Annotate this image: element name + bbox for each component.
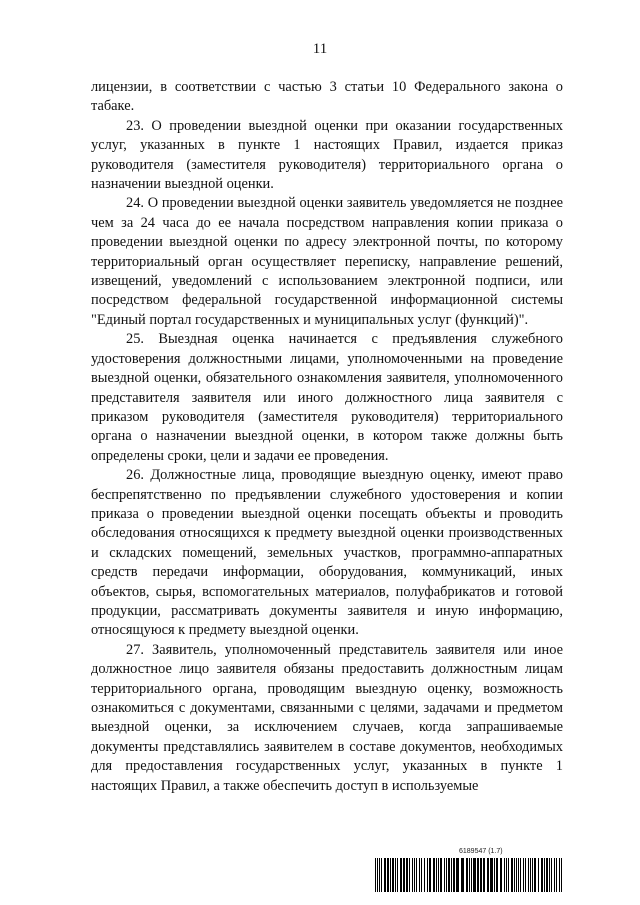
paragraph-24: 24. О проведении выездной оценки заявитель уведомляется не позднее чем за 24 часа до ее начала посредством направления копии приказа о проведении выездной оценки по адресу электронной почты, по которому территориальный орган осуществляет переписку, направление решений, извещений, уведомлений с использованием электронной подписи, или посредством федеральной государственной информационной системы "Единый портал государственных и муниципальных услуг (функций)".	[91, 195, 563, 328]
document-barcode	[375, 848, 565, 898]
document-body	[91, 78, 563, 796]
paragraph-25: 25. Выездная оценка начинается с предъявления служебного удостоверения должностными лицами, уполномоченными на проведение выездной оценки, обязательного ознакомления заявителя, уполномоченного представителя заявителя или иного должностного лица заявителя с приказом руководителя (заместителя руководителя) территориального органа о назначении выездной оценки, в котором также должны быть определены сроки, цели и задачи ее проведения.	[91, 331, 563, 464]
paragraph-26: 26. Должностные лица, проводящие выездную оценку, имеют право беспрепятственно по предъявлении служебного удостоверения и копии приказа о проведении выездной оценки посещать объекты и проводить обследования относящихся к предмету выездной оценки производственных и складских помещений, земельных участков, программно-аппаратных средств передачи информации, оборудования, коммуникаций, иных объектов, сырья, вспомогательных материалов, полуфабрикатов и готовой продукции, рассматривать документы заявителя и иную информацию, относящуюся к предмету выездной оценки.	[91, 467, 563, 639]
barcode-caption: 6189547 (1.7)	[459, 848, 503, 855]
paragraph-23: 23. О проведении выездной оценки при оказании государственных услуг, указанных в пункте 1 настоящих Правил, издается приказ руководителя (заместителя руководителя) территориального органа о назначении выездной оценки.	[91, 117, 563, 193]
page-number: 11	[312, 41, 328, 57]
barcode-icon	[375, 858, 565, 892]
paragraph-27: 27. Заявитель, уполномоченный представитель заявителя или иное должностное лицо заявителя обязаны предоставить должностным лицам территориального органа, проводящим выездную оценку, возможность ознакомиться с документами, связанными с целями, задачами и предметом выездной оценки, за исключением случаев, когда запрашиваемые документы представлялись заявителем в составе документов, необходимых для предоставления государственных услуг, указанных в пункте 1 настоящих Правил, а также обеспечить доступ в используемые	[91, 641, 563, 794]
paragraph-continuation: лицензии, в соответствии с частью 3 статьи 10 Федерального закона о табаке.	[91, 79, 563, 115]
